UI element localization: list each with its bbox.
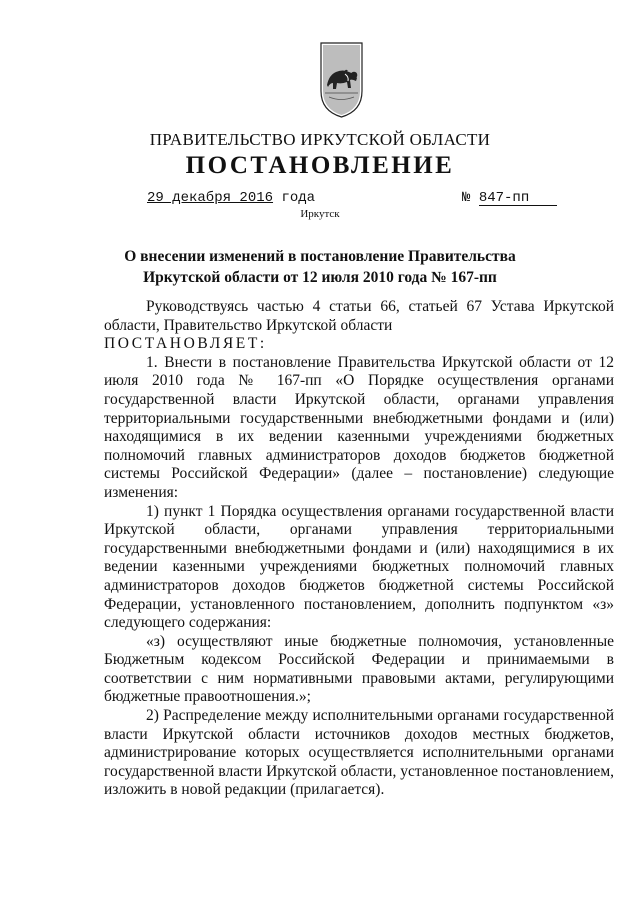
number-prefix: № — [462, 190, 471, 206]
item-1-2: 2) Распределение между исполнительными органами государственной власти Иркутской области источников доходов местных бюджетов, администрирование которых осуществляется исполнительными органами государственной власти Иркутской области, установленное постановлением, изложить в новой редакции (прилагается). — [104, 707, 614, 799]
date-suffix: года — [281, 190, 316, 206]
document-number — [462, 190, 557, 206]
preamble: Руководствуясь частью 4 статьи 66, статьей 67 Устава Иркутской области, Правительство Иркутской области — [104, 298, 614, 334]
document-title: О внесении изменений в постановление Правительства Иркутской области от 12 июля 2010 года № 167-пп — [124, 248, 516, 286]
item-1: 1. Внести в постановление Правительства Иркутской области от 12 июля 2010 года № 167-пп «О Порядке осуществления органами государственной власти Иркутской области, органами управления территориальными государственными внебюджетными фондами и (или) находящимися в их ведении казенными учреждениями бюджетных полномочий главных администраторов доходов бюджетов бюджетной системы Российской Федерации» (далее – постановление) следующие изменения: — [104, 353, 614, 501]
item-1-1: 1) пункт 1 Порядка осуществления органами государственной власти Иркутской области, органами управления территориальными государственными внебюджетными фондами и (или) находящимися в их ведении казенными учреждениями бюджетных полномочий главных администраторов доходов бюджетов бюджетной системы Российской Федерации, установленного постановлением, дополнить подпунктом «з» следующего содержания: — [104, 502, 614, 632]
number-value: 847-пп — [479, 191, 557, 206]
organization-name: ПРАВИТЕЛЬСТВО ИРКУТСКОЙ ОБЛАСТИ — [149, 130, 491, 149]
city: Иркутск — [300, 208, 340, 220]
document-date — [147, 190, 315, 206]
item-1-1-z: «з) осуществляют иные бюджетные полномочия, установленные Бюджетным кодексом Российской Федерации и принимаемыми в соответствии с ним нормативными правовыми актами, регулирующими бюджетные правоотношения.»; — [104, 632, 614, 706]
document-type: ПОСТАНОВЛЕНИЕ — [185, 152, 455, 179]
coat-of-arms-icon — [319, 41, 364, 119]
document-body — [104, 298, 614, 800]
date-value: 29 декабря 2016 — [147, 190, 274, 206]
resolves-heading: ПОСТАНОВЛЯЕТ: — [104, 335, 267, 353]
